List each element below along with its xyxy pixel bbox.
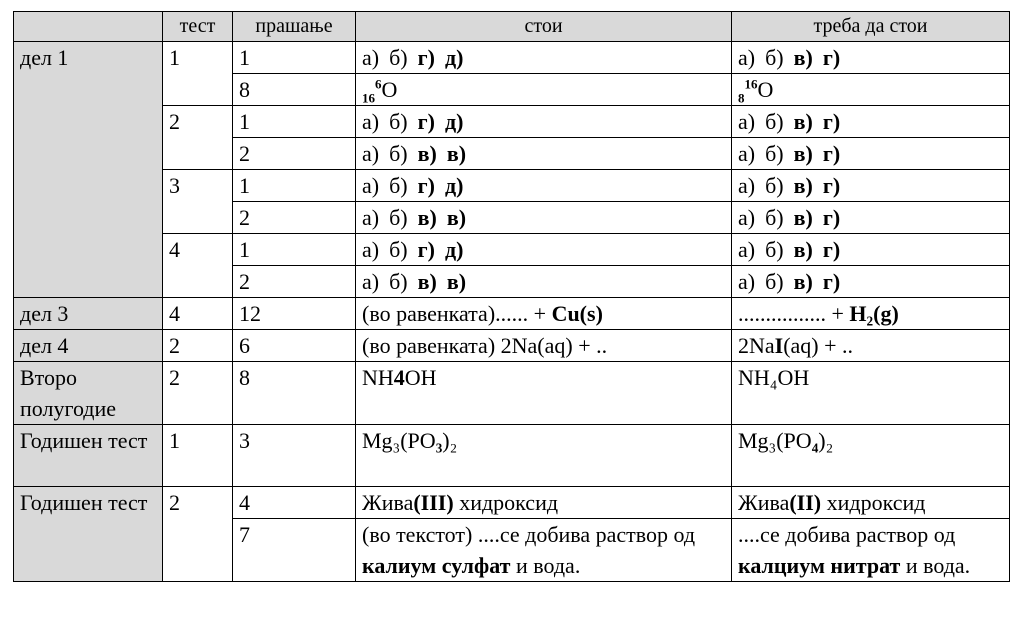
treba-text: ....се добива раствор од (738, 522, 956, 547)
option-label: а) (362, 45, 380, 70)
stoi-cell (356, 298, 732, 330)
option-label: б) (765, 173, 784, 198)
header-row (14, 12, 1010, 42)
option-label: б) (765, 141, 784, 166)
option-label: д) (444, 173, 464, 198)
question-number: 2 (233, 266, 356, 298)
option-label: в) (793, 269, 813, 294)
isotope-element: O (381, 77, 398, 102)
option-label: а) (738, 109, 756, 134)
option-label: а) (738, 205, 756, 230)
question-number: 8 (233, 74, 356, 106)
treba-cell (732, 298, 1010, 330)
option-label: г) (822, 205, 841, 230)
stoi-cell (356, 266, 732, 298)
test-number: 4 (163, 234, 233, 298)
option-label: б) (389, 141, 408, 166)
section-godishen: Годишен тест (14, 487, 163, 582)
question-number: 6 (233, 330, 356, 362)
option-label: г) (822, 141, 841, 166)
question-number: 7 (233, 519, 356, 582)
table-row (14, 362, 1010, 425)
option-label: б) (765, 205, 784, 230)
option-label: а) (738, 237, 756, 262)
stoi-text: Жива (362, 490, 414, 515)
header-question: прашање (233, 12, 356, 42)
stoi-bold: Cu(s) (551, 301, 603, 326)
option-label: а) (362, 269, 380, 294)
option-label: а) (362, 141, 380, 166)
option-label: г) (417, 45, 435, 70)
test-number: 2 (163, 487, 233, 582)
option-label: в) (793, 141, 813, 166)
table-row (14, 106, 1010, 138)
option-label: б) (389, 237, 408, 262)
treba-text: (aq) + .. (783, 333, 854, 358)
treba-bold: I (774, 333, 784, 358)
test-number: 1 (163, 425, 233, 487)
header-empty (14, 12, 163, 42)
stoi-cell (356, 487, 732, 519)
option-label: б) (389, 205, 408, 230)
isotope-subscript: 16 (362, 90, 375, 106)
option-label: д) (444, 45, 464, 70)
stoi-cell (356, 106, 732, 138)
option-label: б) (389, 269, 408, 294)
stoi-text: (во равенката)...... + (362, 301, 552, 326)
isotope-superscript: 6 (375, 76, 382, 92)
table-row (14, 234, 1010, 266)
stoi-text: и вода. (510, 553, 581, 578)
stoi-bold: 4 (393, 365, 405, 390)
header-test: тест (163, 12, 233, 42)
stoi-cell: (во равенката) 2Na(aq) + .. (356, 330, 732, 362)
table-row (14, 487, 1010, 519)
treba-bold: ₄ (811, 428, 819, 453)
stoi-cell (356, 362, 732, 425)
test-number: 3 (163, 170, 233, 234)
test-number: 2 (163, 330, 233, 362)
option-label: г) (822, 173, 841, 198)
option-label: в) (793, 205, 813, 230)
treba-text: )₂ (818, 428, 834, 453)
table-row (14, 330, 1010, 362)
question-number: 8 (233, 362, 356, 425)
header-treba: треба да стои (732, 12, 1010, 42)
option-label: в) (793, 173, 813, 198)
treba-cell (732, 234, 1010, 266)
table-row (14, 170, 1010, 202)
option-label: д) (444, 237, 464, 262)
treba-bold: (II) (789, 490, 822, 515)
treba-text: и вода. (900, 553, 971, 578)
option-label: г) (822, 109, 841, 134)
stoi-text: хидроксид (453, 490, 559, 515)
option-label: а) (738, 141, 756, 166)
question-number: 3 (233, 425, 356, 487)
section-del4: дел 4 (14, 330, 163, 362)
treba-cell (732, 330, 1010, 362)
stoi-cell (356, 74, 732, 106)
option-label: б) (389, 173, 408, 198)
stoi-cell (356, 170, 732, 202)
treba-cell (732, 202, 1010, 234)
treba-cell (732, 519, 1010, 582)
treba-cell: NH₄OH (732, 362, 1010, 425)
isotope-superscript: 16 (744, 76, 758, 92)
stoi-cell (356, 202, 732, 234)
option-label: г) (822, 237, 841, 262)
option-label: а) (738, 45, 756, 70)
stoi-bold: калиум сулфат (362, 553, 511, 578)
treba-cell (732, 487, 1010, 519)
option-label: б) (765, 269, 784, 294)
stoi-cell (356, 138, 732, 170)
option-label: а) (738, 269, 756, 294)
stoi-cell (356, 519, 732, 582)
option-label: в) (417, 205, 437, 230)
option-label: в) (793, 237, 813, 262)
option-label: а) (362, 109, 380, 134)
stoi-cell (356, 42, 732, 74)
question-number: 1 (233, 234, 356, 266)
question-number: 4 (233, 487, 356, 519)
section-del1: дел 1 (14, 42, 163, 298)
treba-bold: H₂(g) (849, 301, 899, 326)
option-label: в) (446, 205, 467, 230)
treba-cell (732, 74, 1010, 106)
question-number: 1 (233, 170, 356, 202)
table-row (14, 425, 1010, 487)
stoi-bold: ₃ (435, 428, 443, 453)
treba-bold: калциум нитрат (738, 553, 901, 578)
option-label: а) (362, 173, 380, 198)
test-number: 4 (163, 298, 233, 330)
option-label: г) (417, 109, 435, 134)
option-label: в) (446, 269, 467, 294)
errata-table (13, 11, 1010, 582)
question-number: 2 (233, 138, 356, 170)
header-stoi: стои (356, 12, 732, 42)
isotope-element: O (757, 77, 774, 102)
option-label: г) (822, 269, 841, 294)
treba-text: Mg₃(PO (738, 428, 812, 453)
option-label: б) (389, 109, 408, 134)
stoi-text: )₂ (442, 428, 458, 453)
option-label: д) (444, 109, 464, 134)
treba-cell (732, 266, 1010, 298)
option-label: в) (793, 45, 813, 70)
option-label: г) (822, 45, 841, 70)
treba-cell (732, 138, 1010, 170)
option-label: а) (738, 173, 756, 198)
question-number: 1 (233, 106, 356, 138)
treba-cell (732, 106, 1010, 138)
stoi-text: NH (362, 365, 394, 390)
question-number: 1 (233, 42, 356, 74)
treba-text: ................ + (738, 301, 850, 326)
treba-cell (732, 425, 1010, 487)
section-godishen: Годишен тест (14, 425, 163, 487)
treba-text: Жива (738, 490, 790, 515)
option-label: в) (417, 141, 437, 166)
stoi-text: Mg₃(PO (362, 428, 436, 453)
stoi-cell (356, 425, 732, 487)
option-label: г) (417, 173, 435, 198)
option-label: б) (765, 237, 784, 262)
section-vtoro: Второ полугодие (14, 362, 163, 425)
test-number: 2 (163, 362, 233, 425)
treba-text: 2Na (738, 333, 775, 358)
test-number: 2 (163, 106, 233, 170)
treba-cell (732, 42, 1010, 74)
question-number: 12 (233, 298, 356, 330)
option-label: б) (765, 109, 784, 134)
test-number: 1 (163, 42, 233, 106)
stoi-text: (во текстот) ....се добива раствор од (362, 522, 696, 547)
stoi-bold: (III) (413, 490, 454, 515)
stoi-cell (356, 234, 732, 266)
table-row (14, 42, 1010, 74)
option-label: б) (765, 45, 784, 70)
option-label: а) (362, 237, 380, 262)
question-number: 2 (233, 202, 356, 234)
section-del3: дел 3 (14, 298, 163, 330)
option-label: в) (417, 269, 437, 294)
option-label: в) (793, 109, 813, 134)
option-label: в) (446, 141, 467, 166)
option-label: а) (362, 205, 380, 230)
treba-text: хидроксид (821, 490, 926, 515)
stoi-text: OH (404, 365, 437, 390)
option-label: б) (389, 45, 408, 70)
table-row (14, 298, 1010, 330)
isotope-subscript: 8 (738, 90, 745, 106)
option-label: г) (417, 237, 435, 262)
treba-cell (732, 170, 1010, 202)
